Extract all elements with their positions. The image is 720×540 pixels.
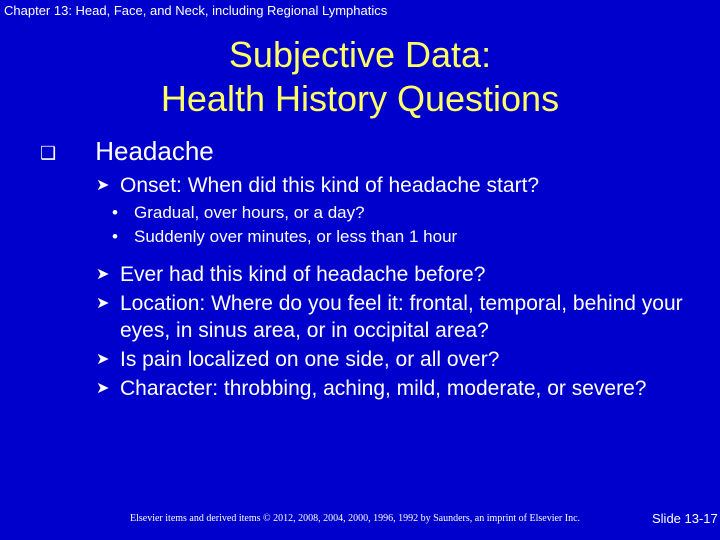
list-item — [96, 346, 696, 373]
copyright-footer: Elsevier items and derived items © 2012, 2008, 2004, 2000, 1996, 1992 by Saunders, an imprint of Elsevier Inc. — [130, 513, 581, 524]
subitem-text: Suddenly over minutes, or less than 1 hour — [134, 227, 458, 246]
arrow-bullet-icon: ➤ — [96, 177, 110, 194]
arrow-bullet-icon: ➤ — [96, 295, 110, 312]
question-list — [96, 172, 696, 404]
list-item — [96, 261, 696, 288]
chapter-header: Chapter 13: Head, Face, and Neck, including Regional Lymphatics — [4, 3, 388, 18]
topic-label: Headache — [95, 136, 214, 166]
dot-bullet-icon: • — [112, 227, 118, 246]
question-text: Character: throbbing, aching, mild, moderate, or severe? — [120, 377, 647, 400]
list-item — [96, 201, 696, 225]
list-item — [96, 172, 696, 199]
question-text: Is pain localized on one side, or all over? — [120, 348, 500, 371]
slide-title-line-1: Subjective Data: — [228, 34, 492, 75]
slide-title-line-2: Health History Questions — [160, 78, 560, 119]
list-item — [96, 375, 696, 402]
dot-bullet-icon: • — [112, 203, 118, 222]
question-text: Location: Where do you feel it: frontal, temporal, behind your eyes, in sinus area, or in occipital area? — [120, 292, 683, 342]
slide-title — [0, 33, 720, 121]
topic-heading — [40, 136, 214, 168]
list-item — [96, 225, 696, 249]
subitem-text: Gradual, over hours, or a day? — [134, 203, 365, 222]
slide-number: Slide 13-17 — [652, 511, 718, 526]
list-item — [96, 290, 696, 344]
onset-subitems — [96, 201, 696, 249]
arrow-bullet-icon: ➤ — [96, 380, 110, 397]
question-text: Onset: When did this kind of headache start? — [120, 174, 540, 197]
arrow-bullet-icon: ➤ — [96, 266, 110, 283]
question-text: Ever had this kind of headache before? — [120, 263, 486, 286]
checkbox-bullet-icon: ❑ — [40, 143, 57, 164]
arrow-bullet-icon: ➤ — [96, 351, 110, 368]
